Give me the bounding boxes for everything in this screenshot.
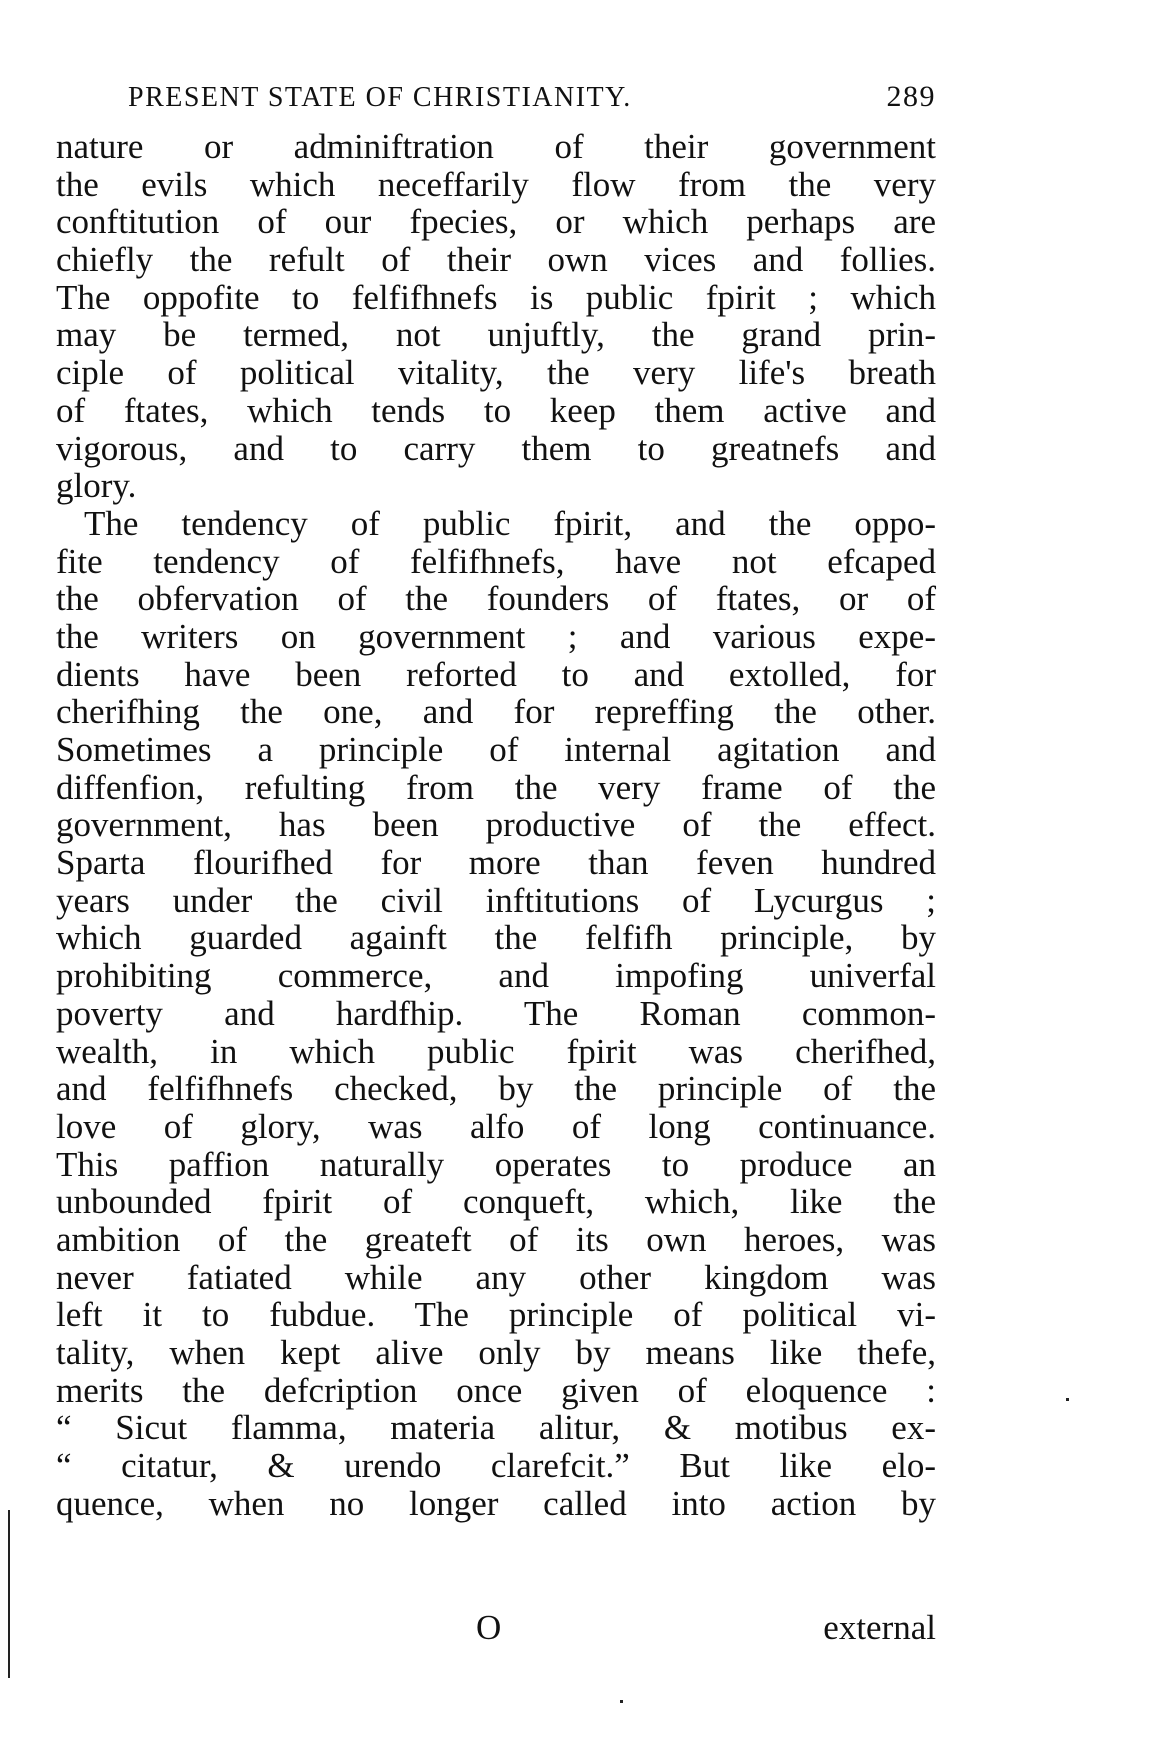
text-line: This paffion naturally operates to produce an [56,1144,936,1184]
text-line: unbounded fpirit of conqueft, which, like the [56,1182,936,1222]
text-line: years under the civil inftitutions of Lycurgus ; [56,880,936,920]
text-line: Sometimes a principle of internal agitation and [56,730,936,769]
text-line: may be termed, not unjuftly, the grand prin- [56,315,936,355]
text-line: ambition of the greateft of its own heroes, was [56,1219,936,1259]
text-line: “ citatur, & urendo clarefcit.” But like elo- [56,1446,936,1486]
text-line: “ Sicut flamma, materia alitur, & motibus ex- [56,1408,936,1448]
text-line: which guarded againft the felfifh principle, by [56,918,936,958]
text-line: merits the defcription once given of eloquence : [56,1370,936,1410]
running-title: PRESENT STATE OF CHRISTIANITY. [128,82,632,113]
scan-edge-mark [8,1510,10,1678]
paragraph-start: The tendency of public fpirit, and the oppo- [84,503,936,543]
body-text [56,128,936,1522]
text-line: left it to fubdue. The principle of political vi- [56,1295,936,1335]
text-line: love of glory, was alfo of long continuance. [56,1106,936,1146]
scan-dot [620,1700,623,1703]
text-line: dients have been reforted to and extolled, for [56,654,936,694]
text-line: diffenfion, refulting from the very frame of the [56,767,936,807]
text-line: government, has been productive of the effect. [56,805,936,845]
text-line: nature or adminiftration of their government [56,127,936,166]
page-number: 289 [886,80,936,113]
signature-mark: O [476,1608,502,1647]
text-line: the writers on government ; and various expe- [56,616,936,656]
text-line: of ftates, which tends to keep them active and [56,390,936,430]
scan-dot [1066,1398,1069,1401]
text-line: Sparta flourifhed for more than feven hundred [56,843,936,883]
text-line: fite tendency of felfifhnefs, have not efcaped [56,541,936,581]
text-line: prohibiting commerce, and impofing univerfal [56,956,936,996]
text-line: conftitution of our fpecies, or which perhaps are [56,202,936,242]
text-line: never fatiated while any other kingdom was [56,1257,936,1297]
page-footer [56,1608,936,1648]
text-line: vigorous, and to carry them to greatnefs and [56,428,936,468]
text-line: cherifhing the one, and for repreffing the other. [56,692,936,732]
text-line: tality, when kept alive only by means like thefe, [56,1333,936,1372]
text-line: The oppofite to felfifhnefs is public fpirit ; which [56,277,936,317]
text-line: ciple of political vitality, the very life's breath [56,353,936,393]
text-line: glory. [56,466,137,506]
running-header [128,80,936,114]
catchword: external [823,1608,936,1647]
text-line: wealth, in which public fpirit was cherifhed, [56,1031,936,1071]
text-line: the obfervation of the founders of ftates, or of [56,579,936,619]
text-line: and felfifhnefs checked, by the principle of the [56,1069,936,1109]
text-line: poverty and hardfhip. The Roman common- [56,993,936,1033]
text-line: chiefly the refult of their own vices and follies. [56,240,936,280]
text-line: the evils which neceffarily flow from the very [56,164,936,204]
text-line: quence, when no longer called into action by [56,1483,936,1523]
